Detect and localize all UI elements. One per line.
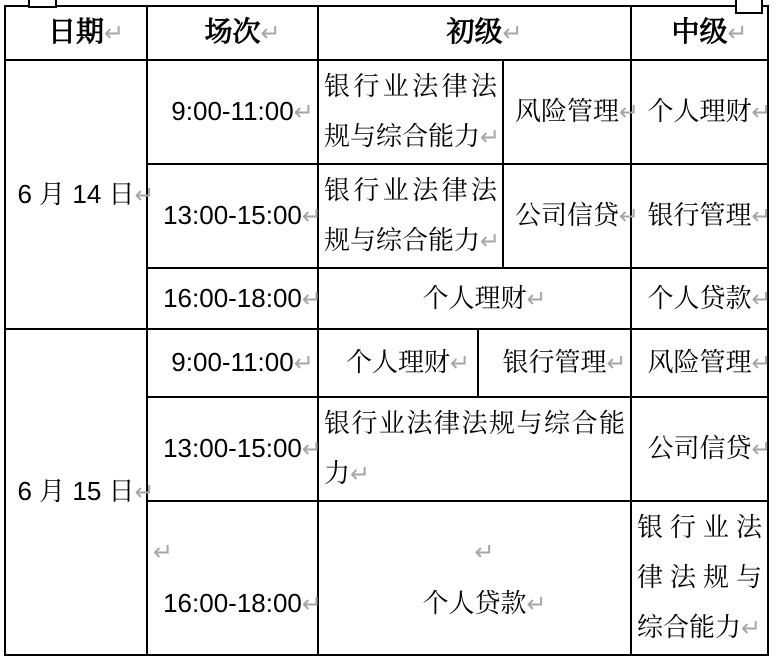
date-label: 6 月 14 日 [17,178,135,209]
time-label: 9:00-11:00 [171,96,294,126]
header-session-label: 场次 [204,16,261,47]
time-cell: 9:00-11:00↵ [147,329,318,397]
subject-label: 银行业法律法规与综合能力 [637,512,762,642]
subject-cell-junior-risk: 风险管理↵ [503,60,631,164]
header-row [5,6,768,60]
date-cell-june14: 6 月 14 日↵ [5,60,147,329]
time-cell: 13:00-15:00↵ [147,397,318,501]
subject-cell-junior-mgmt: 银行管理↵ [478,329,631,397]
subject-label: 公司信贷 [647,433,752,463]
header-cell-junior: 初级↵ [318,6,631,60]
table-row [5,60,768,164]
subject-cell-intermediate: 风险管理↵ [631,329,768,397]
time-label: 16:00-18:00 [163,588,302,618]
time-cell: 9:00-11:00↵ [147,60,318,164]
cropped-fragment-right [735,0,763,14]
cropped-fragment-left [28,0,57,8]
subject-label: 个人贷款 [647,282,752,313]
header-date-label: 日期 [47,16,104,47]
subject-cell-intermediate: 个人理财↵ [631,60,768,164]
empty-paragraph: ↵ [153,539,174,566]
subject-cell-junior-law: 银行业法律法规与综合能力↵ [318,60,503,164]
date-cell-june15: 6 月 15 日↵ [5,329,147,655]
time-paragraph: 16:00-18:00↵ [163,588,322,618]
subject-label: 个人理财 [345,347,450,377]
subject-paragraph: 个人贷款↵ [422,588,547,618]
table-row [5,329,768,397]
date-label: 6 月 15 日 [17,476,135,506]
empty-paragraph: ↵ [474,539,495,566]
subject-label: 银行管理 [647,200,752,230]
subject-cell-junior-law: 银行业法律法规与综合能力↵ [318,164,503,268]
subject-cell-intermediate: 个人贷款↵ [631,268,768,329]
subject-label: 公司信贷 [514,200,619,230]
subject-label: 个人理财 [422,282,527,313]
header-cell-session: 场次↵ [147,6,318,60]
time-cell: 13:00-15:00↵ [147,164,318,268]
subject-cell-junior-merged: 个人理财↵ [318,268,631,329]
subject-label: 风险管理 [514,96,619,126]
subject-label: 银行业法律法规与综合能力 [324,71,497,151]
subject-cell-junior-wealth: 个人理财↵ [318,329,478,397]
time-label: 13:00-15:00 [163,433,302,463]
time-label: 16:00-18:00 [163,282,302,313]
subject-cell-junior-credit: 公司信贷↵ [503,164,631,268]
subject-label: 银行管理 [502,347,607,377]
subject-label: 个人理财 [647,96,752,126]
exam-schedule-table [4,5,772,656]
subject-cell-intermediate: 银行管理↵ [631,164,768,268]
subject-label: 银行业法律法规与综合能力 [324,408,625,488]
time-cell: 16:00-18:00↵ [147,268,318,329]
subject-cell-intermediate: 公司信贷↵ [631,397,768,501]
header-cell-date: 日期↵ [5,6,147,60]
header-cell-intermediate: 中级↵ [631,6,768,60]
header-intermediate-label: 中级 [671,16,728,47]
subject-cell-junior-loan-merged [318,501,631,655]
subject-label: 个人贷款 [422,588,527,618]
time-label: 13:00-15:00 [163,200,302,230]
time-cell-with-empty-line [147,501,322,655]
time-label: 9:00-11:00 [171,347,294,377]
subject-cell-junior-law-merged: 银行业法律法规与综合能力↵ [318,397,631,501]
subject-cell-intermediate-law: 银行业法律法规与综合能力↵ [631,501,768,655]
subject-label: 风险管理 [647,347,752,377]
header-junior-label: 初级 [446,16,503,47]
subject-label: 银行业法律法规与综合能力 [324,175,497,255]
